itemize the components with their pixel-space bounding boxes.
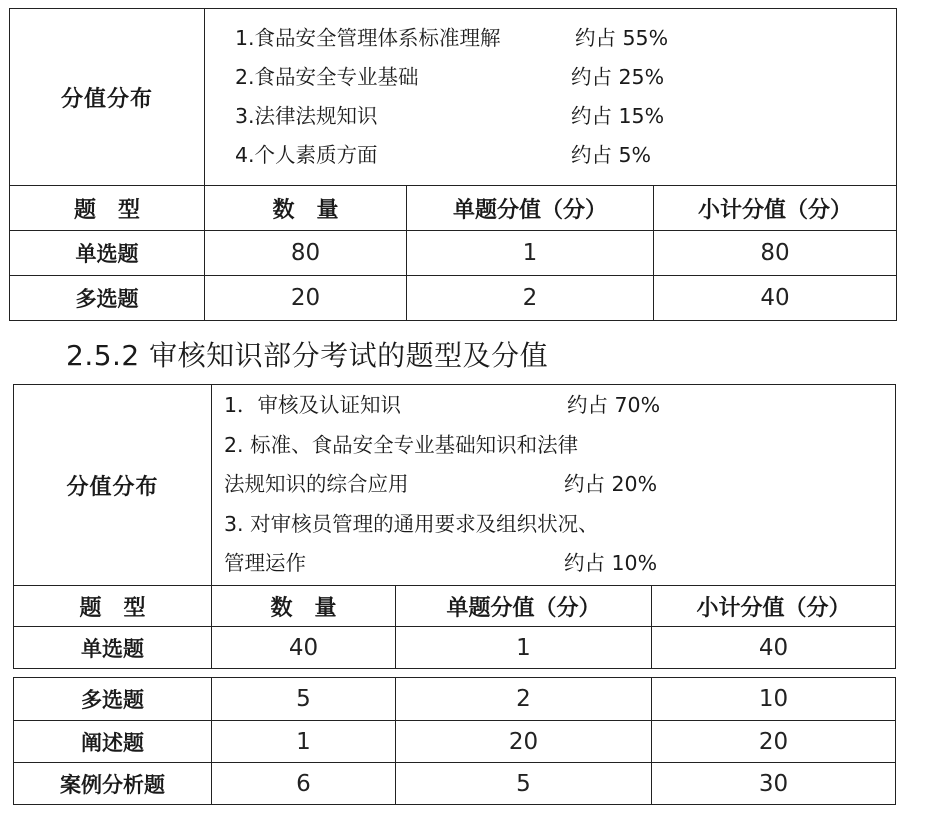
table-row [14, 721, 896, 763]
question-subtotal: 40 [654, 276, 897, 321]
distribution-label: 分值分布 [10, 9, 205, 186]
distribution-item [224, 426, 895, 466]
distribution-item [235, 19, 896, 58]
distribution-item-pct: 约占 15% [571, 104, 665, 128]
distribution-item-pct: 约占 5% [571, 143, 652, 167]
question-count: 80 [205, 231, 407, 276]
header-type: 题 型 [10, 186, 205, 231]
question-type: 单选题 [14, 627, 212, 669]
question-subtotal: 20 [652, 721, 896, 763]
header-subtotal: 小计分值（分） [652, 586, 896, 627]
distribution-item-text: 2. 标准、食品安全专业基础知识和法律 [224, 432, 579, 457]
header-each-score: 单题分值（分） [407, 186, 654, 231]
distribution-item [235, 58, 896, 97]
distribution-item [224, 505, 895, 545]
distribution-item [224, 544, 895, 584]
header-count: 数 量 [205, 186, 407, 231]
distribution-item-text: 法规知识的综合应用 [224, 472, 409, 497]
table-row [14, 763, 896, 805]
score-table-audit-knowledge [13, 384, 896, 669]
question-type: 多选题 [14, 678, 212, 721]
question-subtotal: 10 [652, 678, 896, 721]
question-type: 案例分析题 [14, 763, 212, 805]
distribution-item-pct: 约占 55% [575, 26, 669, 50]
header-each-score: 单题分值（分） [396, 586, 652, 627]
distribution-item-pct: 约占 20% [564, 472, 658, 497]
distribution-item [224, 465, 895, 505]
distribution-list [205, 9, 897, 186]
header-subtotal: 小计分值（分） [654, 186, 897, 231]
question-type: 阐述题 [14, 721, 212, 763]
question-each-score: 2 [396, 678, 652, 721]
score-table-food-safety [9, 8, 897, 321]
distribution-item-text: 4.个人素质方面 [235, 143, 378, 167]
question-type: 多选题 [10, 276, 205, 321]
section-title: 2.5.2 审核知识部分考试的题型及分值 [66, 339, 549, 372]
distribution-list [212, 385, 896, 586]
question-count: 40 [212, 627, 396, 669]
question-each-score: 2 [407, 276, 654, 321]
distribution-label: 分值分布 [14, 385, 212, 586]
distribution-item [235, 97, 896, 136]
question-count: 5 [212, 678, 396, 721]
question-each-score: 1 [396, 627, 652, 669]
header-count: 数 量 [212, 586, 396, 627]
score-table-audit-knowledge-continued [13, 677, 896, 805]
distribution-item-text: 3.法律法规知识 [235, 104, 378, 128]
distribution-item-text: 1．审核及认证知识 [224, 393, 402, 418]
question-each-score: 5 [396, 763, 652, 805]
table-row [10, 231, 897, 276]
question-subtotal: 80 [654, 231, 897, 276]
question-each-score: 20 [396, 721, 652, 763]
question-count: 20 [205, 276, 407, 321]
question-type: 单选题 [10, 231, 205, 276]
question-subtotal: 30 [652, 763, 896, 805]
distribution-item-text: 3. 对审核员管理的通用要求及组织状况、 [224, 511, 599, 536]
header-type: 题 型 [14, 586, 212, 627]
distribution-item-pct: 约占 10% [564, 551, 658, 576]
table-row [14, 627, 896, 669]
distribution-item-text: 1.食品安全管理体系标准理解 [235, 26, 501, 50]
question-each-score: 1 [407, 231, 654, 276]
question-count: 6 [212, 763, 396, 805]
distribution-item-text: 2.食品安全专业基础 [235, 65, 419, 89]
table-row [10, 276, 897, 321]
question-subtotal: 40 [652, 627, 896, 669]
distribution-item [224, 386, 895, 426]
distribution-item-pct: 约占 25% [571, 65, 665, 89]
table-row [14, 678, 896, 721]
distribution-item-pct: 约占 70% [567, 393, 661, 418]
distribution-item [235, 136, 896, 175]
distribution-item-text: 管理运作 [224, 551, 306, 576]
question-count: 1 [212, 721, 396, 763]
